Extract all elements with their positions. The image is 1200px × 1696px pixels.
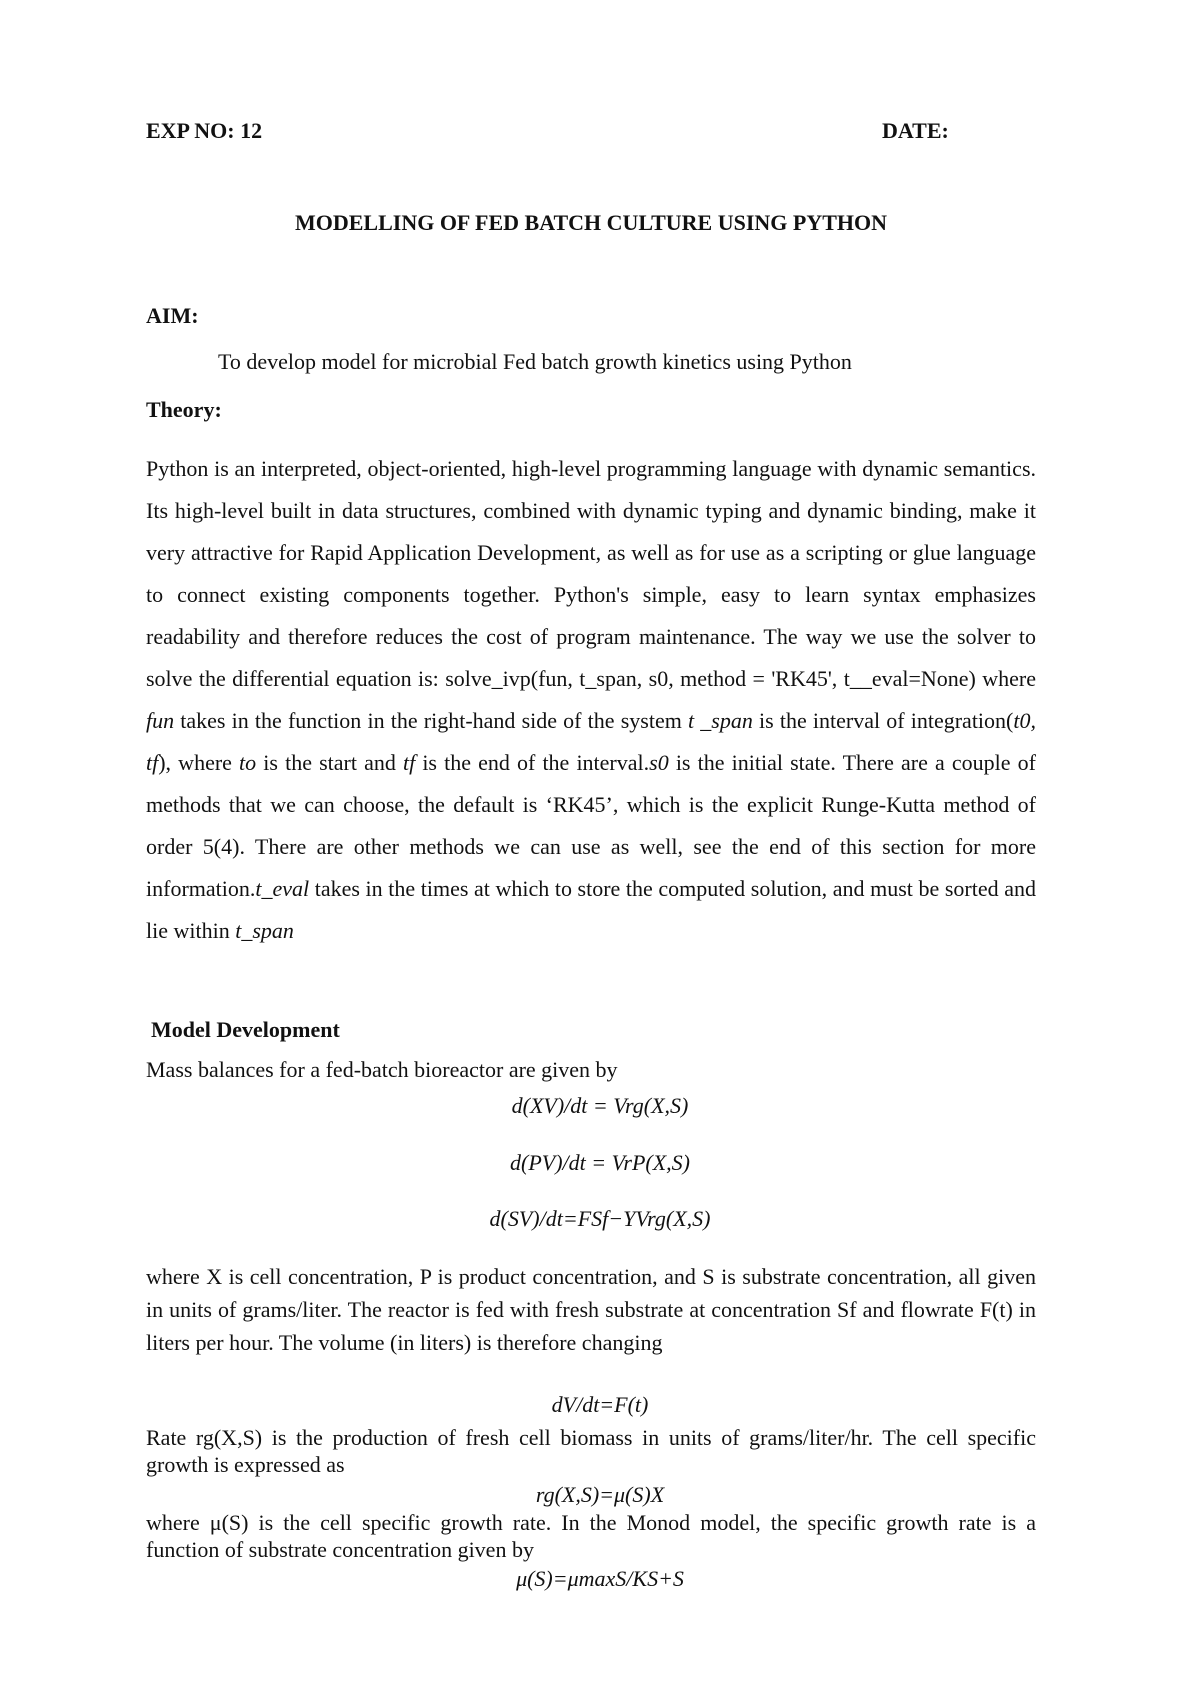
model-intro: Mass balances for a fed-batch bioreactor are given by — [146, 1057, 618, 1082]
equation-substrate: d(SV)/dt=FSf−YVrg(X,S) — [489, 1206, 711, 1231]
equation-monod: μ(S)=μmaxS/KS+S — [516, 1566, 684, 1591]
theory-heading: Theory: — [146, 397, 222, 422]
variables-paragraph: where X is cell concentration, P is product concentration, and S is substrate concentration, all given in units of grams/liter. The reactor is fed with fresh substrate at concentration Sf and flowrate F(t) in liters per hour. The volume (in liters) is therefore changing — [146, 1264, 1036, 1355]
model-development-heading: Model Development — [151, 1017, 340, 1042]
equation-growth: rg(X,S)=μ(S)X — [535, 1482, 665, 1507]
monod-paragraph: where μ(S) is the cell specific growth rate. In the Monod model, the specific growth rate is a function of substrate concentration given by — [146, 1510, 1036, 1562]
date-label: DATE: — [882, 118, 949, 143]
page-title: MODELLING OF FED BATCH CULTURE USING PYTHON — [294, 210, 888, 235]
aim-heading: AIM: — [146, 303, 199, 328]
aim-text: To develop model for microbial Fed batch growth kinetics using Python — [218, 349, 852, 374]
exp-number: EXP NO: 12 — [146, 118, 263, 143]
theory-paragraph: Python is an interpreted, object-oriented, high-level programming language with dynamic semantics. Its high-level built in data structures, combined with dynamic typing and dynamic binding, make it very attractive for Rapid Application Development, as well as for use as a scripting or glue language to connect existing components together. Python's simple, easy to learn syntax emphasizes readability and therefore reduces the cost of program maintenance. The way we use the solver to solve the differential equation is: solve_ivp(fun, t_span, s0, method = 'RK45', t__eval=None) where fun takes in the function in the right-hand side of the system t _span is the interval of integration(t0, tf), where to is the start and tf is the end of the interval.s0 is the initial state. There are a couple of methods that we can choose, the default is ‘RK45’, which is the explicit Runge-Kutta method of order 5(4). There are other methods we can use as well, see the end of this section for more information.t_eval takes in the times at which to store the computed solution, and must be sorted and lie within t_span — [146, 456, 1036, 943]
equation-biomass: d(XV)/dt = Vrg(X,S) — [511, 1093, 689, 1118]
equation-volume: dV/dt=F(t) — [551, 1392, 649, 1417]
growth-rate-paragraph: Rate rg(X,S) is the production of fresh cell biomass in units of grams/liter/hr. The cell specific growth is expressed as — [146, 1425, 1036, 1477]
equation-product: d(PV)/dt = VrP(X,S) — [510, 1150, 690, 1175]
